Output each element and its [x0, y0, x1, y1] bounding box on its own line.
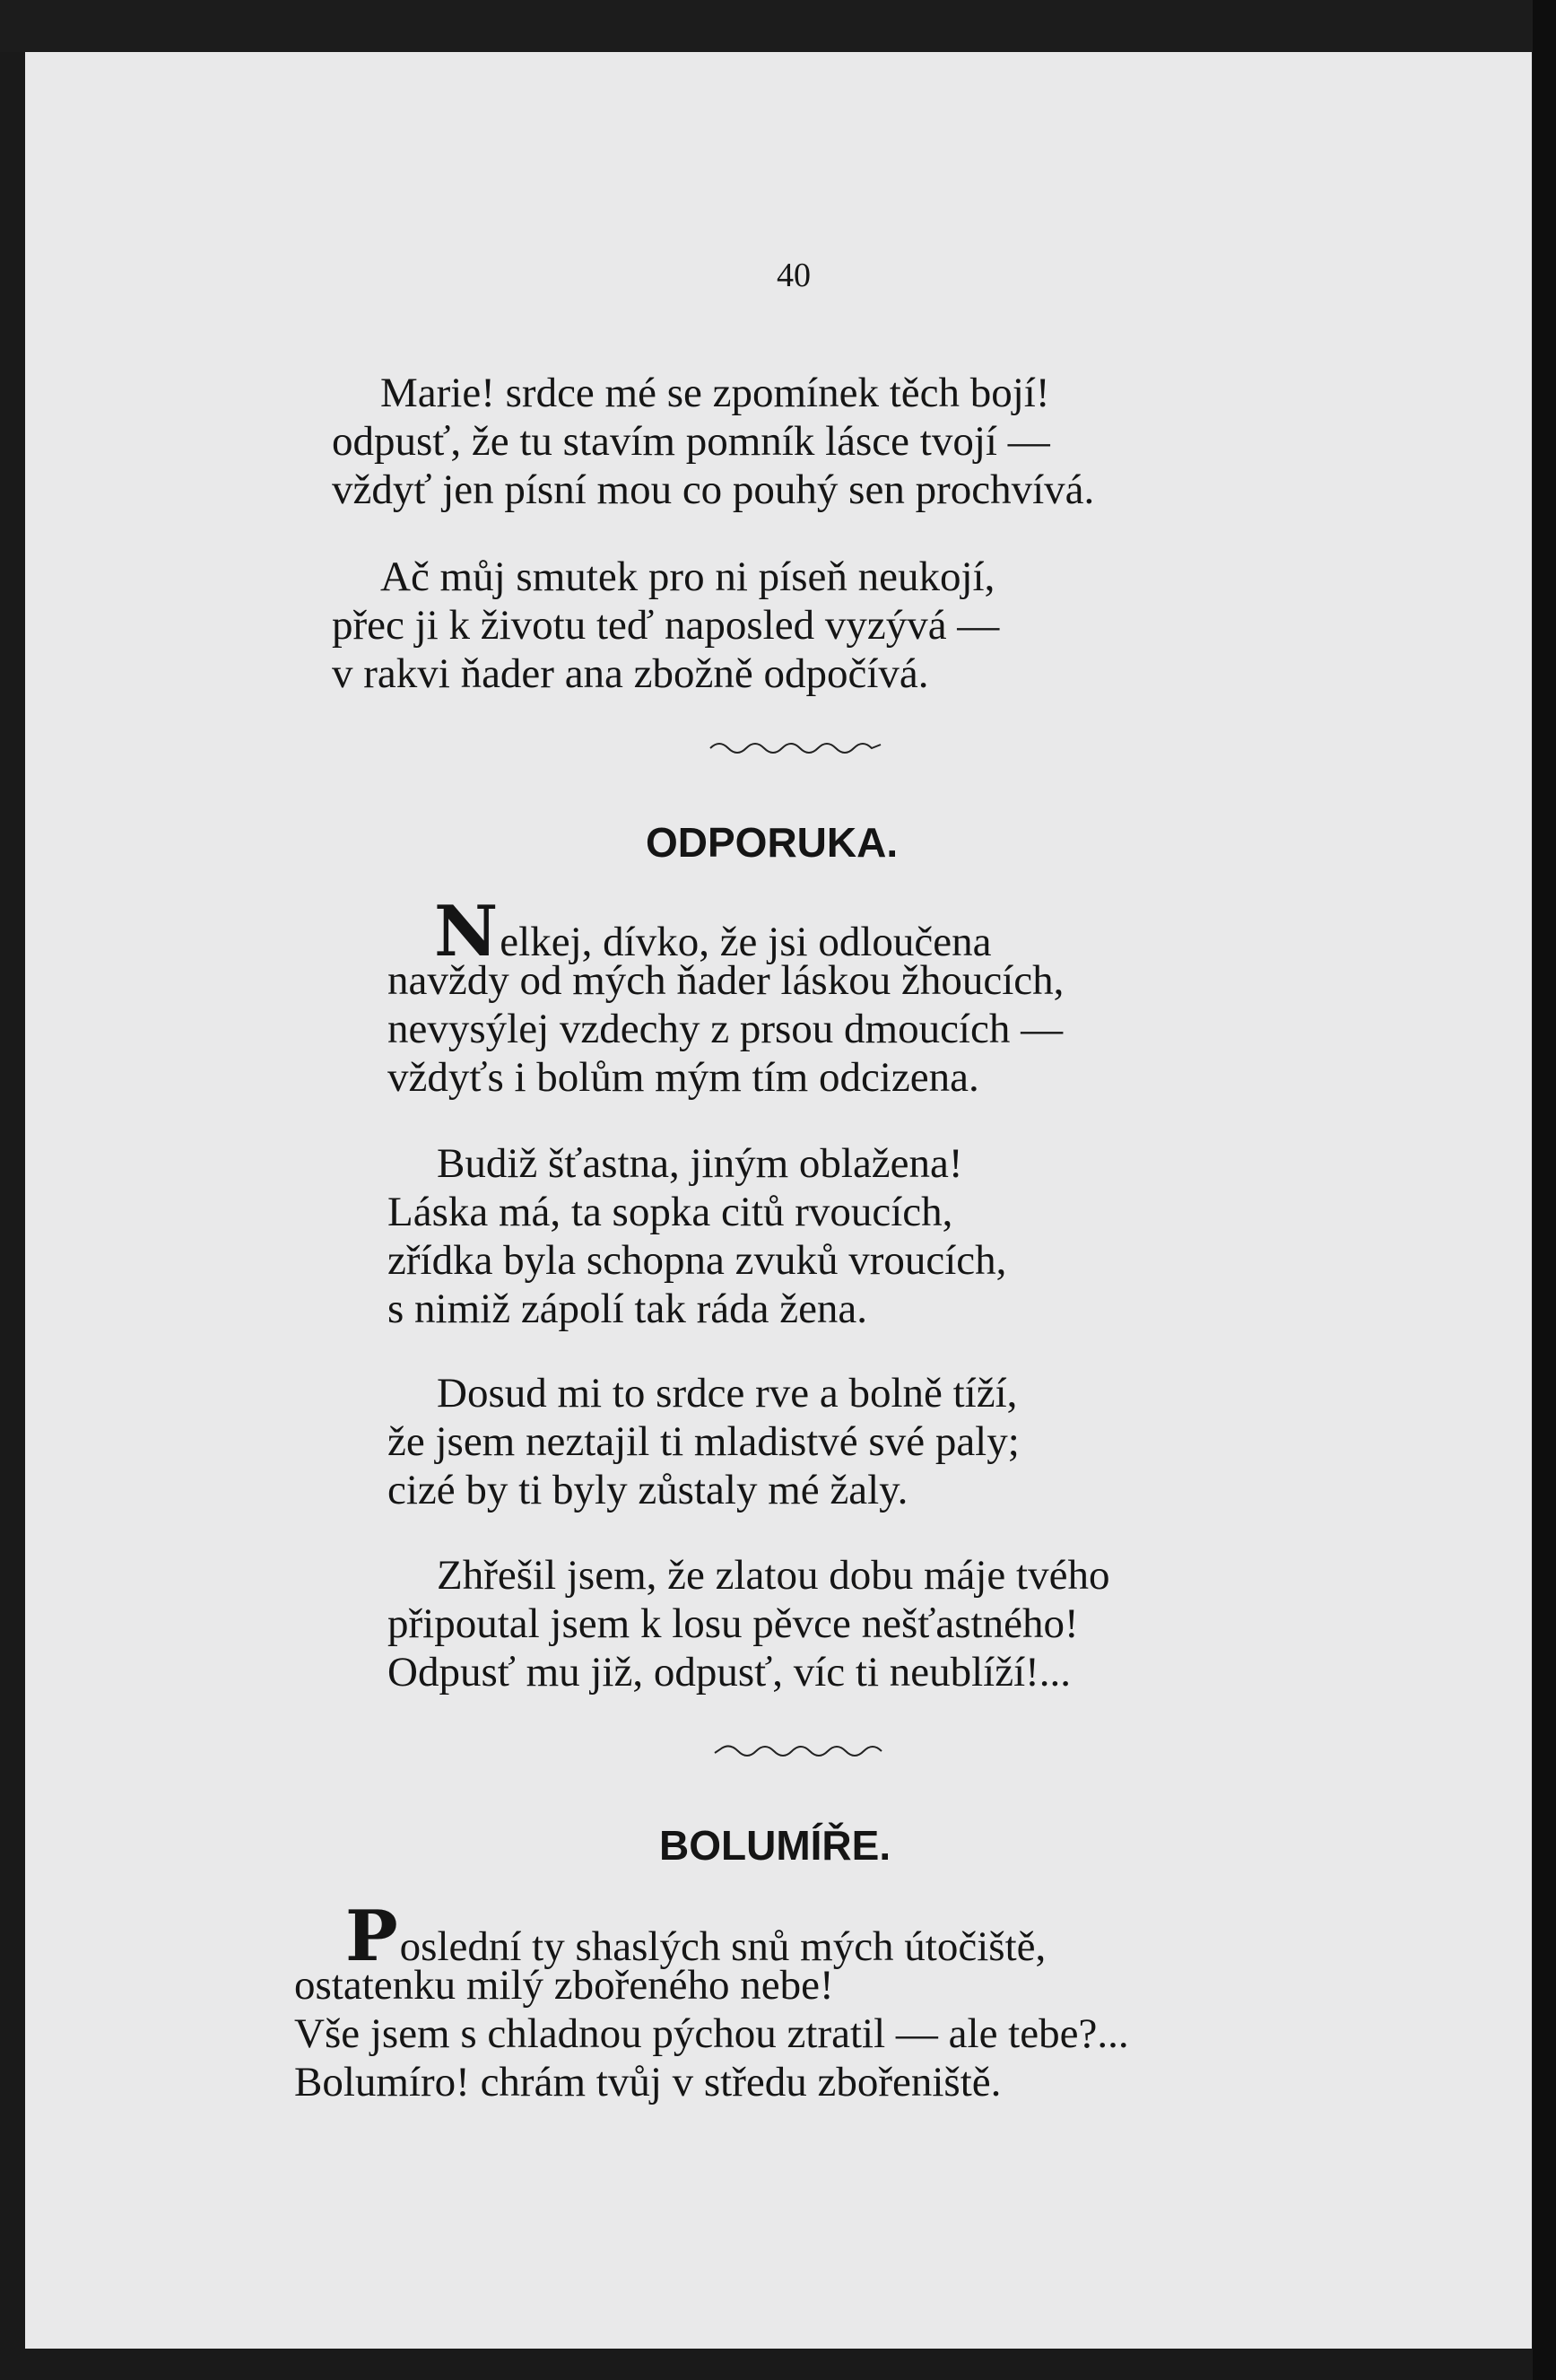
- poem-line: Zhřešil jsem, že zlatou dobu máje tvého: [437, 1552, 1110, 1599]
- poem-line: že jsem neztajil ti mladistvé své paly;: [387, 1418, 1020, 1465]
- page-number: 40: [777, 257, 811, 294]
- poem-line: s nimiž zápolí tak ráda žena.: [387, 1286, 868, 1332]
- poem-line: vždyťs i bolům mým tím odcizena.: [387, 1054, 979, 1101]
- poem-line: připoutal jsem k losu pěvce nešťastného!: [387, 1600, 1079, 1647]
- poem-line: Bolumíro! chrám tvůj v středu zbořeniště.: [294, 2059, 1002, 2105]
- poem-title: BOLUMÍŘE.: [659, 1822, 891, 1869]
- wave-ornament: [713, 1740, 888, 1760]
- poem-line: přec ji k životu teď naposled vyzývá —: [332, 602, 1000, 649]
- poem-line: odpusť, že tu stavím pomník lásce tvojí —: [332, 418, 1050, 465]
- poem-line: Odpusť mu již, odpusť, víc ti neublíží!...: [387, 1649, 1072, 1696]
- poem-line: [345, 1896, 1047, 1977]
- poem-line: zřídka byla schopna zvuků vroucích,: [387, 1237, 1007, 1284]
- poem-line: Dosud mi to srdce rve a bolně tíží,: [437, 1370, 1018, 1417]
- poem-line: nevysýlej vzdechy z prsou dmoucích —: [387, 1006, 1064, 1052]
- scan-top-edge: [0, 0, 1556, 52]
- poem-line: v rakvi ňader ana zbožně odpočívá.: [332, 650, 929, 697]
- poem-line: Budiž šťastna, jiným oblažena!: [437, 1140, 963, 1187]
- poem-line: cizé by ti byly zůstaly mé žaly.: [387, 1467, 908, 1513]
- poem-line: Ač můj smutek pro ni píseň neukojí,: [380, 554, 995, 600]
- poem-line: [434, 891, 992, 972]
- poem-title: ODPORUKA.: [646, 819, 899, 866]
- poem-line: Láska má, ta sopka citů rvoucích,: [387, 1189, 953, 1235]
- poem-line-text: elkej, dívko, že jsi odloučena: [500, 919, 992, 965]
- drop-cap: P: [345, 1896, 398, 1977]
- poem-line: ostatenku milý zbořeného nebe!: [294, 1962, 834, 2009]
- poem-line: navždy od mých ňader láskou žhoucích,: [387, 957, 1065, 1004]
- poem-line: vždyť jen písní mou co pouhý sen prochvívá.: [332, 466, 1095, 513]
- scan-right-edge: [1533, 0, 1556, 2380]
- wave-ornament: [708, 737, 883, 757]
- poem-line: Marie! srdce mé se zpomínek těch bojí!: [380, 370, 1050, 416]
- poem-line-text: oslední ty shaslých snů mých útočiště,: [399, 1923, 1047, 1970]
- drop-cap: N: [434, 891, 499, 972]
- poem-line: Vše jsem s chladnou pýchou ztratil — ale tebe?...: [294, 2010, 1129, 2057]
